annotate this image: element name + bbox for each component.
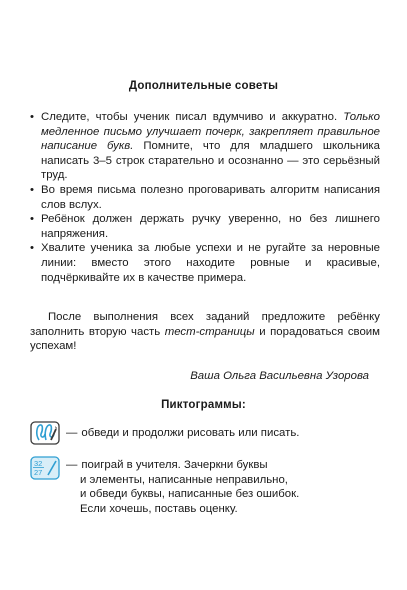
tips-title: Дополнительные советы <box>128 80 279 92</box>
tip-item <box>30 183 380 212</box>
teacher-icon-digits-bottom: 27 <box>34 468 43 477</box>
pictogram-trace-description: обведи и продолжи рисовать или писать. <box>81 427 300 439</box>
closing-text: и порадоваться своим успехам! <box>30 325 381 353</box>
closing-paragraph <box>30 310 380 354</box>
tip-item <box>30 110 380 183</box>
teacher-check-icon <box>30 456 60 480</box>
teacher-icon-digits-top: 32 <box>34 459 43 468</box>
tip-text: Во время письма полезно проговаривать алгоритм написания слов вслух. <box>41 183 380 211</box>
bullet: • <box>30 183 34 196</box>
pictogram-teacher-description: поиграй в учителя. Зачеркни буквы <box>81 459 268 471</box>
pictogram-teacher-line: Если хочешь, поставь оценку. <box>80 502 238 515</box>
bullet: • <box>30 111 34 123</box>
pictogram-teacher-line: и элементы, написанные неправильно, <box>80 473 288 486</box>
tip-text: Ребёнок должен держать ручку уверенно, но без лишнего напряжения. <box>41 213 380 240</box>
closing-text: После выполнения всех заданий предложите ребёнку заполнить вторую часть <box>30 311 380 338</box>
author-signature: Ваша Ольга Васильевна Узорова <box>190 370 369 382</box>
tip-text: Следите, чтобы ученик писал вдумчиво и аккуратно. <box>41 111 344 123</box>
tip-emphasis: Только медленное письмо улучшает почерк, закрепляет правильное написание букв. <box>41 111 380 153</box>
dash: — <box>66 427 78 439</box>
bullet: • <box>30 242 34 255</box>
dash: — <box>66 459 78 471</box>
closing-emphasis: тест-страницы <box>164 325 255 338</box>
pictogram-trace-text <box>66 426 380 441</box>
tip-text: Помните, что для младшего школьника написать 3–5 строк старательно и осознанно — это серьёзный труд. <box>41 140 380 182</box>
pictogram-teacher-text <box>66 458 380 516</box>
tip-text: Хвалите ученика за любые успехи и не ругайте за неровные линии: вместо этого находите ровные и красивые, подчёркивайте их в качестве примера. <box>41 242 380 284</box>
pictogram-teacher-line: и обведи буквы, написанные без ошибок. <box>80 488 300 501</box>
pencil-trace-icon <box>30 421 60 445</box>
bullet: • <box>30 213 34 226</box>
tip-item <box>30 241 380 285</box>
tip-item <box>30 212 380 241</box>
pictograms-title: Пиктограммы: <box>161 399 246 411</box>
pictogram-teacher-line <box>66 458 380 473</box>
tips-list <box>30 110 380 285</box>
